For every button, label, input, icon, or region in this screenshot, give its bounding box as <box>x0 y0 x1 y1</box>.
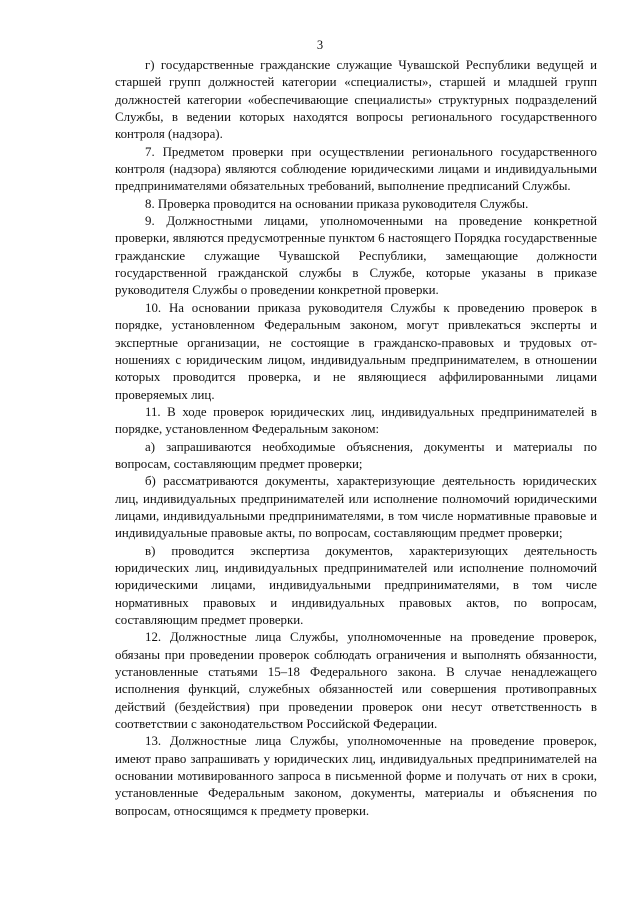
paragraph-8: 8. Проверка проводится на основании приказа руководителя Службы. <box>145 196 529 211</box>
paragraph-11-v: в) проводится экспертиза документов, характеризующих деятельность юридических лиц, индивидуальных предпринимателей или исполнение полномочий юридическими лицами, индивидуальными предпринимателями, в том числе нормативных правовых и индивидуальных правовых актов, по вопросам, составляющим предмет проверки. <box>115 543 597 627</box>
paragraph-10: 10. На основании приказа руководителя Службы к проведению проверок в порядке, установленном Федеральным законом, могут привлекаться эксперты и экспертные организации, не состоящие в гражданско-правовых и трудовых отношениях с юридическим лицом, индивидуальным предпринимателем, в отношении которых проводится проверка, и не являющиеся аффилированными лицами проверяемых лиц. <box>115 300 597 402</box>
paragraph-item-g-continuation: г) государственные гражданские служащие Чувашской Республики ведущей и старшей групп должностей категории «специалисты», старшей и младшей групп должностей категории «обеспечивающие специалисты» структурных подразделений Службы, в ведении которых находятся вопросы регионального государственного контроля (надзора). <box>115 58 597 142</box>
paragraph-11: 11. В ходе проверок юридических лиц, индивидуальных предпринимателей в порядке, установленном Федеральным законом: <box>115 404 597 437</box>
paragraph-7: 7. Предметом проверки при осуществлении регионального государственного контроля (надзора) являются соблюдение юридическими лицами и индивидуальными предпринимателями обязательных требований, выполнение предписаний Службы. <box>115 144 597 194</box>
paragraph-9: 9. Должностными лицами, уполномоченными на проведение конкретной проверки, являются предусмотренные пунктом 6 настоящего Порядка государственные гражданские служащие Чувашской Республики, замещающие должности государственной гражданской службы в Службе, которые указаны в приказе руководителя Службы о проведении конкретной проверки. <box>115 214 597 298</box>
paragraph-12: 12. Должностные лица Службы, уполномоченные на проведение проверок, обязаны при проведении проверок соблюдать ограничения и выполнять обязанности, установленные статьями 15–18 Федерального закона. В случае ненадлежащего исполнения функций, служебных обязанностей или совершения противоправных действий (бездействия) при проведении проверок они несут ответственность в соответствии с законодательством Российской Федерации. <box>115 630 597 732</box>
paragraph-13: 13. Должностные лица Службы, уполномоченные на проведение проверок, имеют право запрашивать у юридических лиц, индивидуальных предпринимателей на основании мотивированного запроса в письменной форме и получать от них в сроки, установленные Федеральным законом, документы, материалы и объяснения по вопросам, относящимся к предмету проверки. <box>115 734 597 818</box>
page-number: 3 <box>316 38 324 52</box>
document-body <box>115 57 597 820</box>
paragraph-11-a: а) запрашиваются необходимые объяснения, документы и материалы по вопросам, составляющим предмет проверки; <box>115 439 597 471</box>
paragraph-11-b: б) рассматриваются документы, характеризующие деятельность юридических лиц, индивидуальных предпринимателей или исполнение полномочий юридическими лицами, индивидуальными предпринимателями, в том числе нормативные правовые и индивидуальные правовые акты, по вопросам, составляющим предмет проверки; <box>115 474 597 541</box>
